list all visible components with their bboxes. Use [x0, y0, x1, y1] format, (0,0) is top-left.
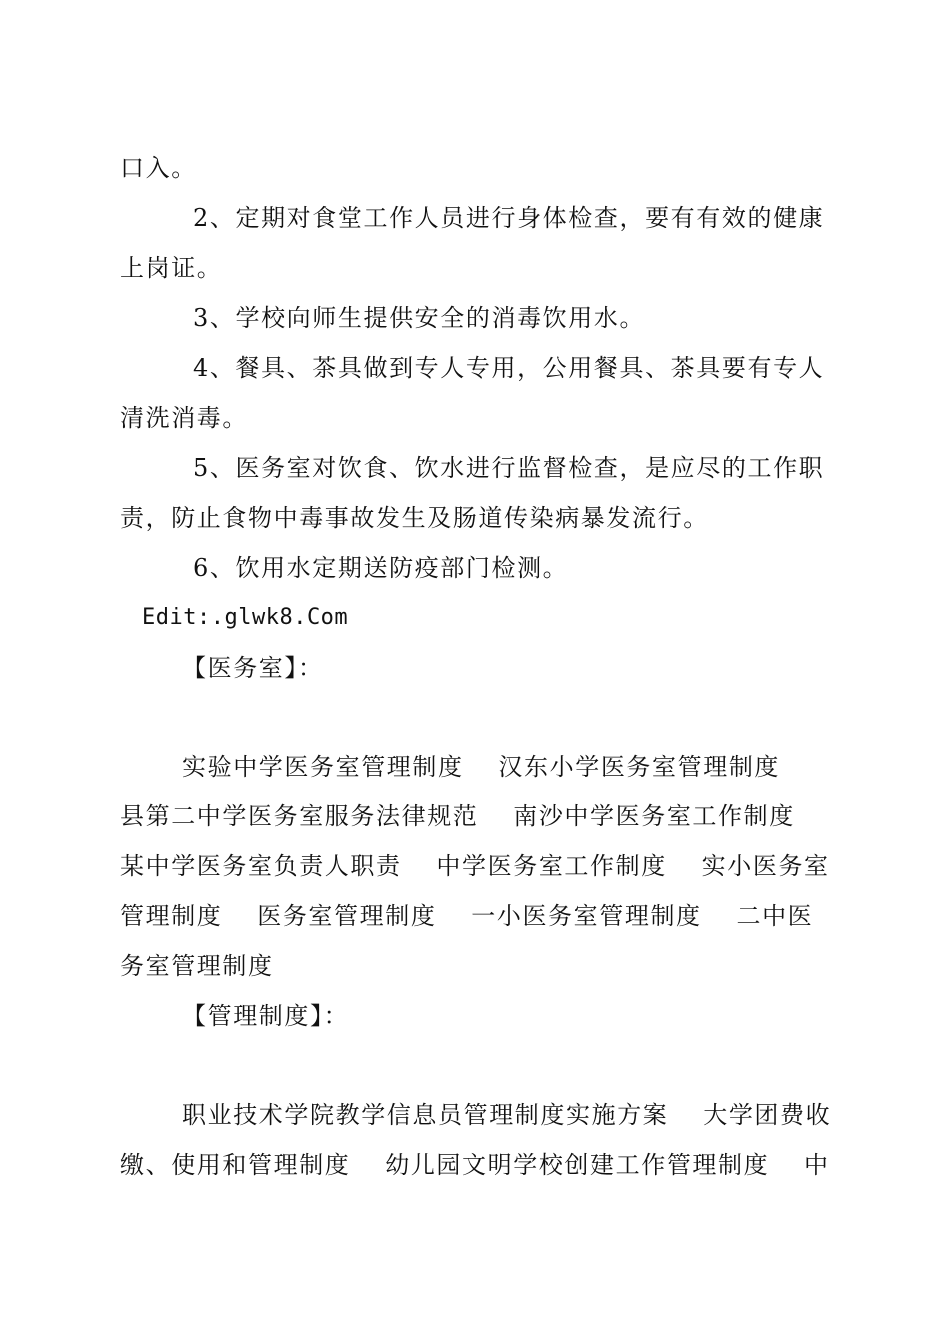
paragraph-line: 4、餐具、茶具做到专人专用，公用餐具、茶具要有专人 — [193, 354, 825, 382]
related-links-line: 实验中学医务室管理制度 汉东小学医务室管理制度 — [182, 753, 781, 781]
related-links-line: 某中学医务室负责人职责 中学医务室工作制度 实小医务室 — [120, 852, 830, 880]
related-links-line: 缴、使用和管理制度 幼儿园文明学校创建工作管理制度 中 — [120, 1151, 830, 1179]
paragraph-line: 3、学校向师生提供安全的消毒饮用水。 — [193, 304, 646, 332]
related-links-line: 县第二中学医务室服务法律规范 南沙中学医务室工作制度 — [120, 802, 795, 830]
paragraph-line: 6、饮用水定期送防疫部门检测。 — [193, 554, 569, 582]
related-links-line: 管理制度 医务室管理制度 一小医务室管理制度 二中医 — [120, 902, 814, 930]
section-heading-management-system: 【管理制度】： — [182, 1002, 350, 1030]
section-heading-medical-room: 【医务室】： — [182, 654, 324, 682]
paragraph-line: 2、定期对食堂工作人员进行身体检查，要有有效的健康 — [193, 204, 825, 232]
paragraph-line: 上岗证。 — [120, 254, 223, 282]
related-links-line: 职业技术学院教学信息员管理制度实施方案 大学团费收 — [182, 1101, 832, 1129]
paragraph-line: 5、医务室对饮食、饮水进行监督检查，是应尽的工作职 — [193, 454, 825, 482]
paragraph-line: 口入。 — [120, 154, 197, 182]
edit-source-line: Edit:.glwk8.Com — [142, 605, 349, 630]
paragraph-line: 责，防止食物中毒事故发生及肠道传染病暴发流行。 — [120, 504, 709, 532]
related-links-line: 务室管理制度 — [120, 952, 274, 980]
paragraph-line: 清洗消毒。 — [120, 404, 248, 432]
